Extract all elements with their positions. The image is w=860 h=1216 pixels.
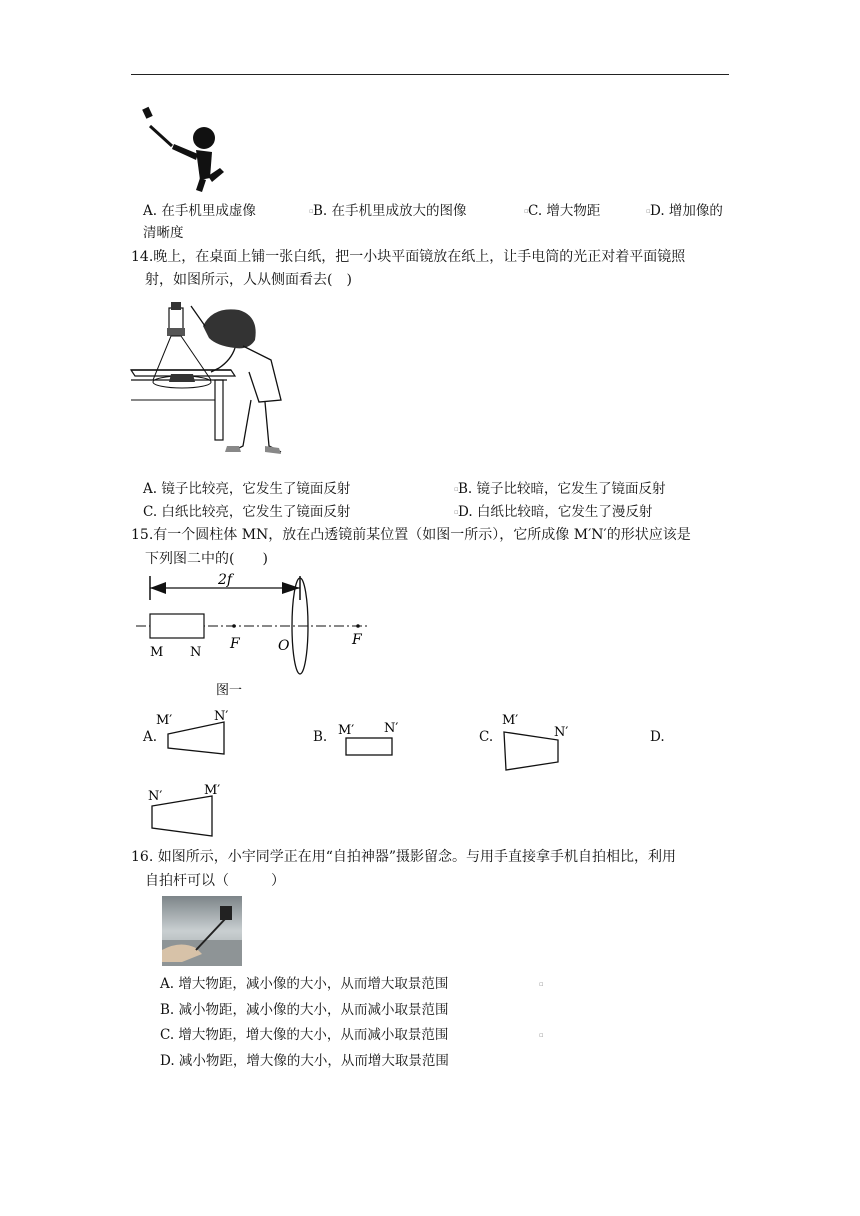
q16-option-d[interactable]: D. 减小物距，增大像的大小，从而增大取景范围 bbox=[160, 1053, 449, 1069]
option-marker: ▫ bbox=[524, 207, 529, 215]
q13-option-c[interactable]: C. 增大物距 bbox=[528, 203, 601, 219]
label-n-prime: N′ bbox=[384, 721, 399, 736]
q16-option-c[interactable]: C. 增大物距，增大像的大小，从而减小取景范围 bbox=[160, 1027, 449, 1043]
figure-caption: 图一 bbox=[216, 683, 243, 698]
q14-option-c[interactable]: C. 白纸比较亮，它发生了镜面反射 bbox=[143, 504, 351, 520]
q16-option-b[interactable]: B. 减小物距，减小像的大小，从而减小取景范围 bbox=[160, 1002, 449, 1018]
option-marker: ▫ bbox=[646, 207, 651, 215]
q13-option-d[interactable]: D. 增加像的 bbox=[650, 203, 723, 219]
label-m-prime: M′ bbox=[502, 713, 519, 728]
label-o: O bbox=[278, 638, 290, 654]
q15-option-d[interactable]: D. bbox=[650, 729, 665, 745]
label-m-prime: M′ bbox=[156, 713, 173, 728]
q16-stem-line1: 16. 如图所示，小宇同学正在用“自拍神器”摄影留念。与用手直接拿手机自拍相比，利用 bbox=[131, 849, 677, 865]
q14-option-b[interactable]: B. 镜子比较暗，它发生了镜面反射 bbox=[458, 481, 666, 497]
dim-label-2f: 2f bbox=[218, 572, 233, 588]
label-n-prime: N′ bbox=[214, 709, 229, 724]
header-rule bbox=[131, 74, 729, 75]
label-n: N bbox=[190, 645, 202, 660]
q14-option-a[interactable]: A. 镜子比较亮，它发生了镜面反射 bbox=[143, 481, 351, 497]
option-c-image-figure[interactable] bbox=[498, 708, 582, 774]
q13-option-b[interactable]: B. 在手机里成放大的图像 bbox=[313, 203, 467, 219]
option-d-image-figure[interactable] bbox=[144, 780, 234, 840]
option-b-image-figure[interactable] bbox=[334, 714, 414, 758]
option-marker: ▫ bbox=[454, 485, 459, 493]
q15-stem-line1: 15.有一个圆柱体 MN，放在凸透镜前某位置（如图一所示），它所成像 M′N′的形状应该是 bbox=[131, 527, 691, 543]
q14-option-d[interactable]: D. 白纸比较暗，它发生了漫反射 bbox=[458, 504, 653, 520]
q15-option-c[interactable]: C. bbox=[479, 729, 494, 745]
label-n-prime: N′ bbox=[148, 789, 163, 804]
q13-option-a[interactable]: A. 在手机里成虚像 bbox=[143, 203, 256, 219]
label-f: F bbox=[230, 636, 240, 652]
q15-stem-line2: 下列图二中的( ) bbox=[145, 551, 268, 567]
label-m: M bbox=[150, 645, 164, 660]
option-marker: ▫ bbox=[454, 508, 459, 516]
lens-diagram-figure-1 bbox=[136, 572, 372, 702]
selfie-stick-photo bbox=[162, 896, 242, 966]
q13-option-d-continued: 清晰度 bbox=[143, 225, 184, 241]
label-m-prime: M′ bbox=[338, 723, 355, 738]
q14-stem-line2: 射，如图所示，人从侧面看去( ) bbox=[145, 272, 352, 288]
option-a-image-figure[interactable] bbox=[156, 708, 232, 760]
q15-option-a[interactable]: A. bbox=[143, 729, 158, 745]
option-marker: ▫ bbox=[539, 980, 544, 988]
label-n-prime: N′ bbox=[554, 725, 569, 740]
label-m-prime: M′ bbox=[204, 783, 221, 798]
q14-stem-line1: 14.晚上，在桌面上铺一张白纸，把一小块平面镜放在纸上，让手电筒的光正对着平面镜照 bbox=[131, 249, 686, 265]
q16-option-a[interactable]: A. 增大物距，减小像的大小，从而增大取景范围 bbox=[160, 976, 449, 992]
option-marker: ▫ bbox=[309, 207, 314, 215]
label-f2: F bbox=[352, 632, 362, 648]
q16-stem-line2: 自拍杆可以（ ） bbox=[145, 873, 285, 889]
flashlight-mirror-figure bbox=[131, 296, 291, 474]
q15-option-b[interactable]: B. bbox=[313, 729, 328, 745]
selfie-person-figure bbox=[138, 104, 228, 194]
option-marker: ▫ bbox=[539, 1031, 544, 1039]
